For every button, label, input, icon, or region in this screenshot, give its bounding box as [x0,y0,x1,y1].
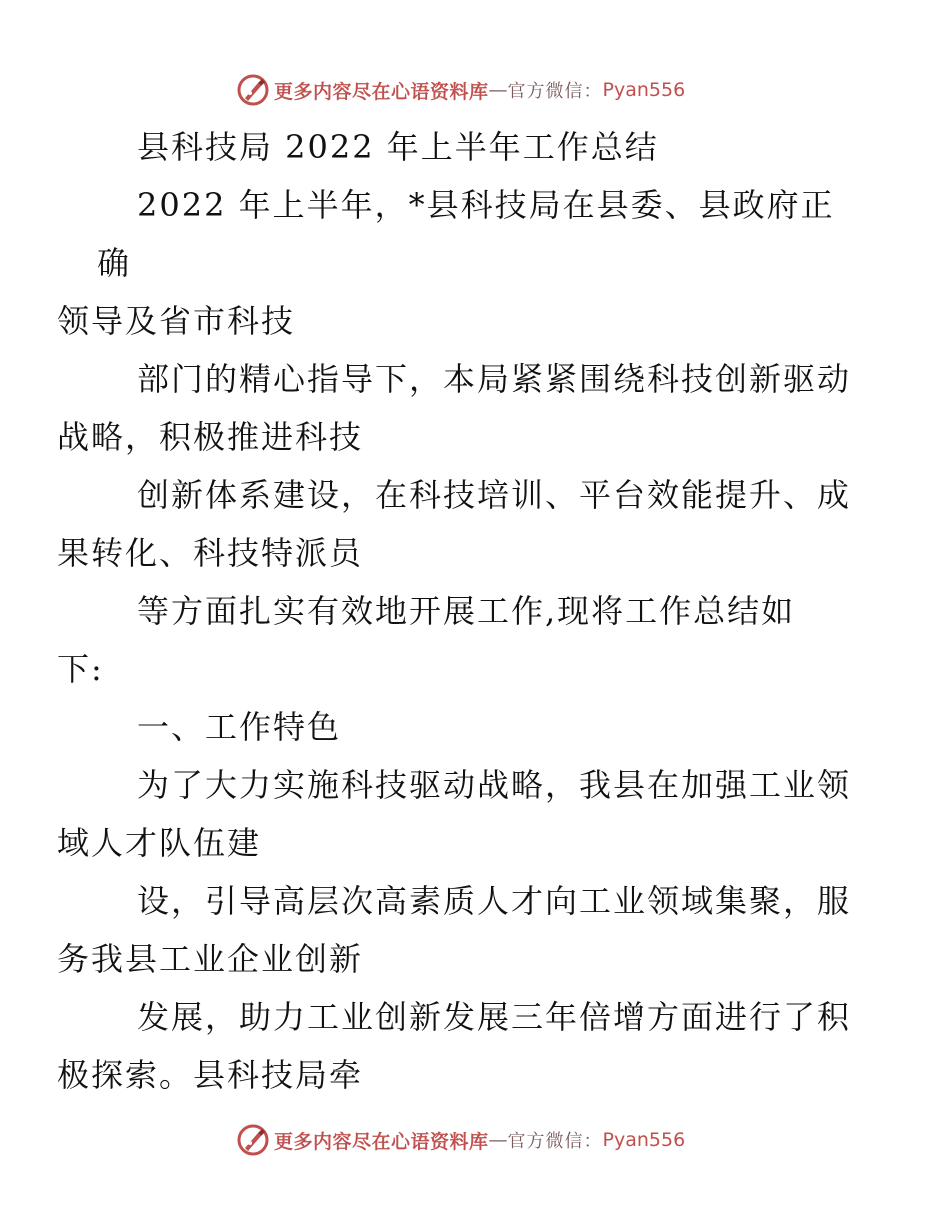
watermark-label: 官方微信： [507,1131,603,1152]
watermark-label: 官方微信： [507,81,603,102]
paragraph-intro-2: 部门的精心指导下，本局紧紧围绕科技创新驱动 战略，积极推进科技 [57,360,852,456]
watermark-id: Pyan556 [602,79,686,101]
footer-watermark [236,1122,685,1158]
pen-circle-logo-icon [236,73,270,107]
paragraph-intro-3: 创新体系建设，在科技培训、平台效能提升、成 果转化、科技特派员 [57,476,852,572]
paragraph-intro-1: 2022 年上半年，*县科技局在县委、县政府正确 领导及省市科技 [57,186,835,340]
document-body [57,118,857,1104]
watermark-id: Pyan556 [602,1129,686,1151]
watermark-brand: 更多内容尽在心语资料库 [274,1130,489,1153]
watermark-separator: — [488,1129,508,1151]
paragraph-section-1-c: 发展，助力工业创新发展三年倍增方面进行了积 极探索。县科技局牵 [57,998,852,1094]
watermark-brand: 更多内容尽在心语资料库 [274,80,489,103]
header-watermark [236,72,685,108]
document-title: 县科技局 2022 年上半年工作总结 [137,128,659,166]
pen-circle-logo-icon [236,1123,270,1157]
paragraph-section-1-b: 设，引导高层次高素质人才向工业领域集聚，服 务我县工业企业创新 [57,882,852,978]
watermark-separator: — [488,79,508,101]
paragraph-section-1-a: 为了大力实施科技驱动战略，我县在加强工业领 域人才队伍建 [57,766,852,862]
section-heading-1: 一、工作特色 [137,708,342,746]
paragraph-intro-4: 等方面扎实有效地开展工作,现将工作总结如 下: [57,592,796,688]
